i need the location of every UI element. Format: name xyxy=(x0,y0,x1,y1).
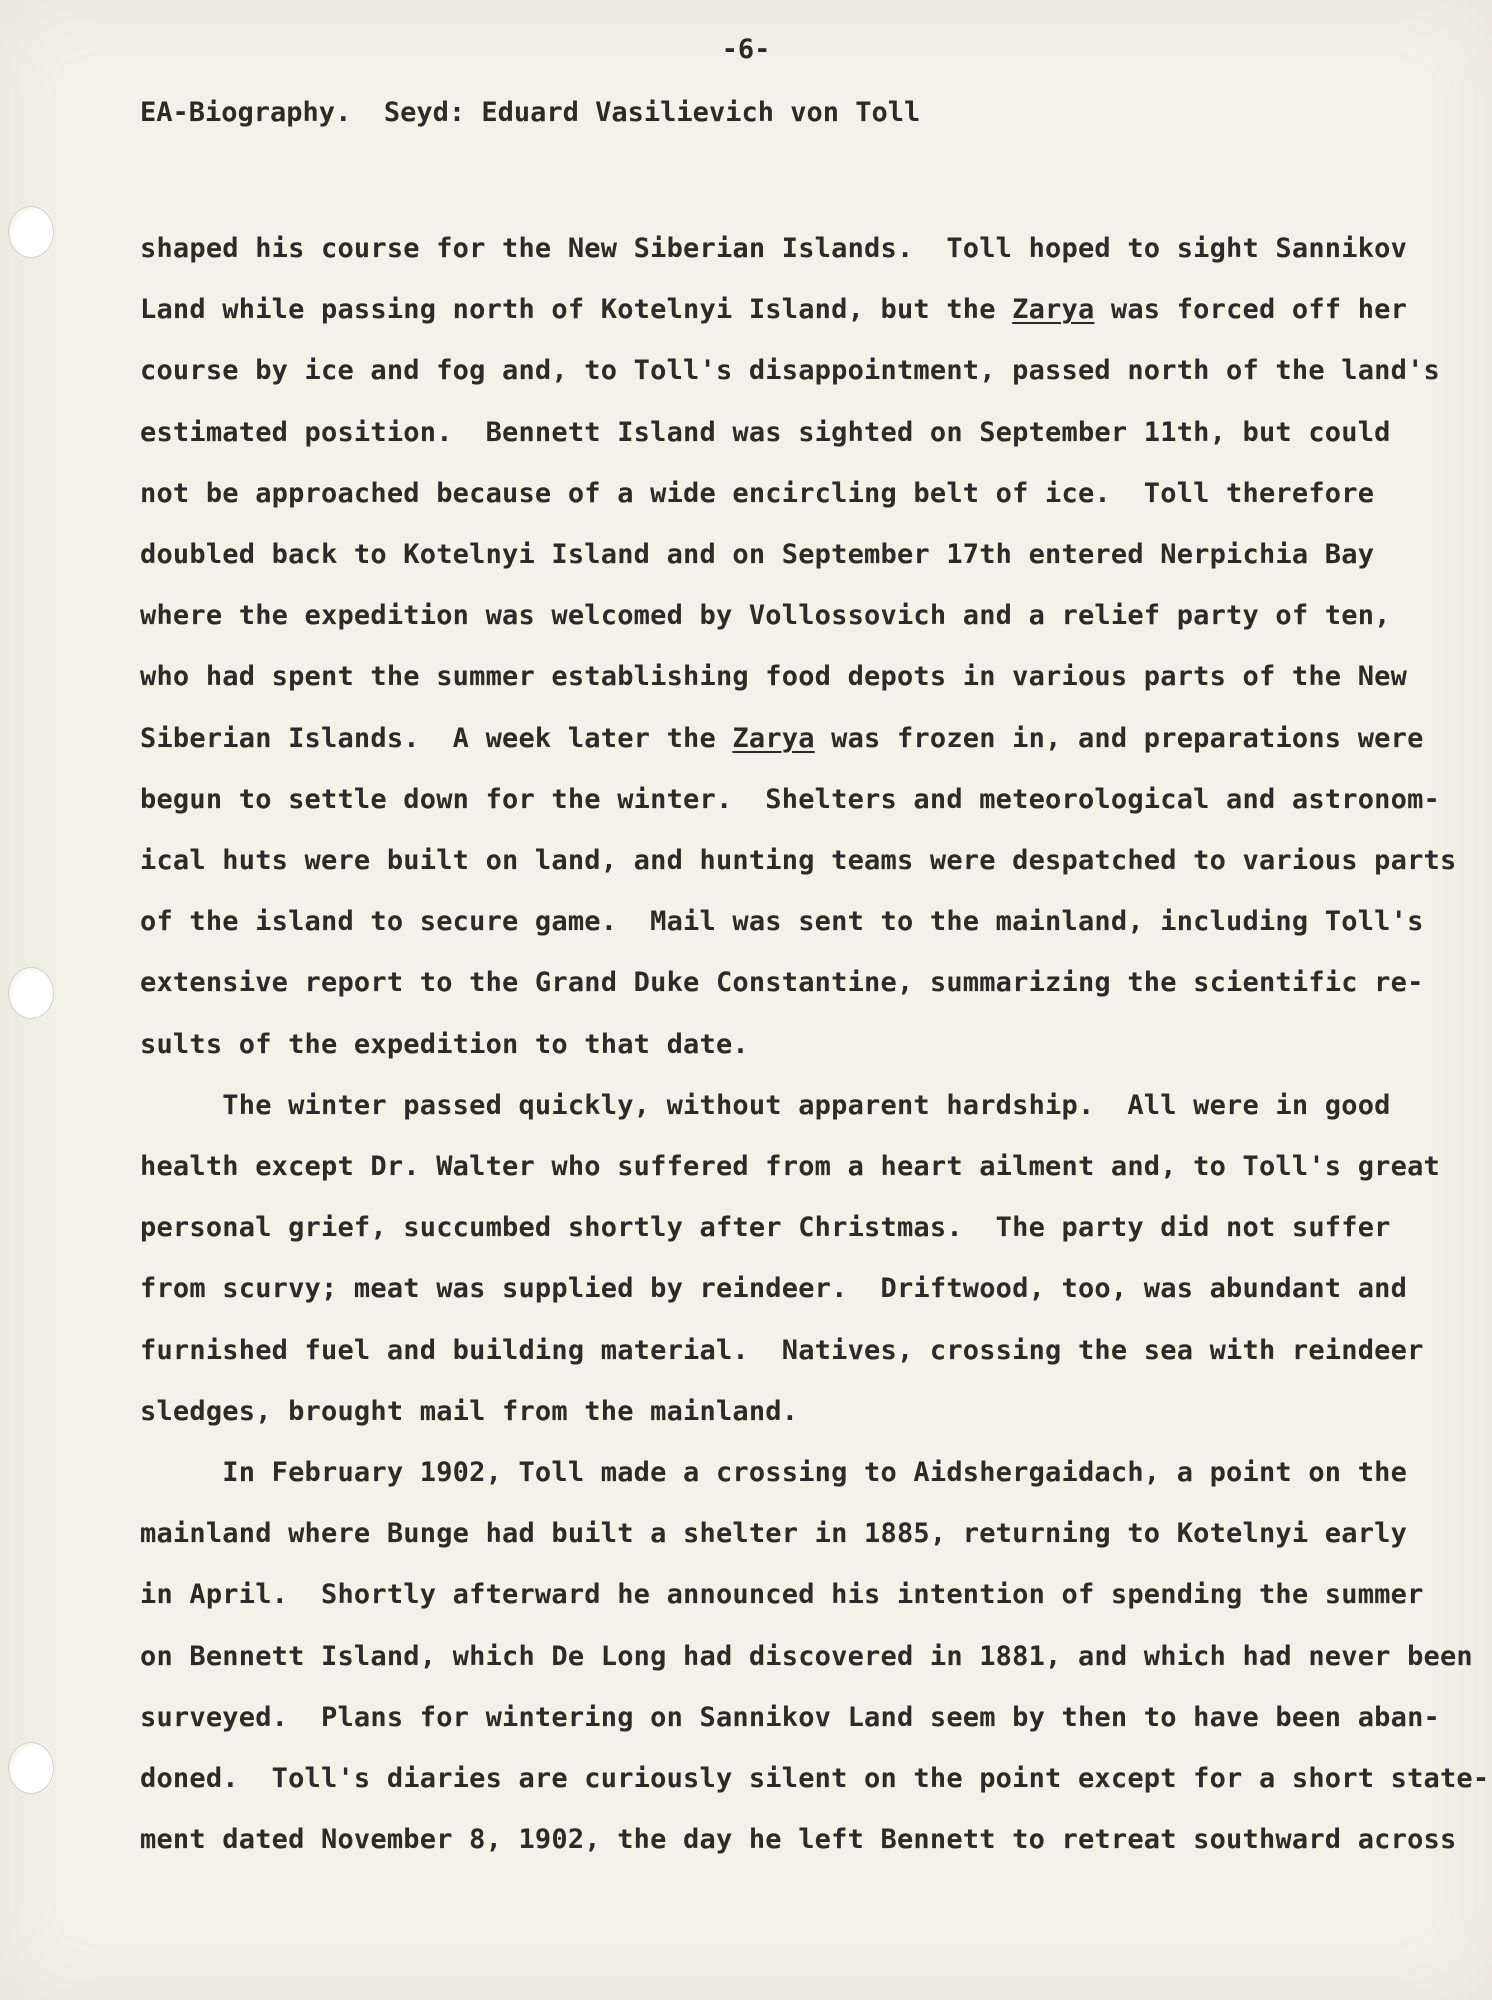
text-line xyxy=(140,402,1410,463)
text-line xyxy=(140,646,1410,707)
text-segment: where the expedition was welcomed by Vollossovich and a relief party of ten, xyxy=(140,600,1391,632)
punch-hole xyxy=(8,206,54,258)
text-segment: personal grief, succumbed shortly after Christmas. The party did not suffer xyxy=(140,1212,1391,1244)
text-line xyxy=(140,1503,1410,1564)
body-text xyxy=(140,218,1490,1870)
text-line xyxy=(140,1626,1473,1687)
text-segment: sledges, brought mail from the mainland. xyxy=(140,1395,799,1427)
text-segment: in April. Shortly afterward he announced his intention of spending the summer xyxy=(140,1579,1424,1611)
text-segment: shaped his course for the New Siberian Islands. Toll hoped to sight Sannikov xyxy=(140,233,1408,264)
text-line xyxy=(140,1014,1410,1075)
text-line xyxy=(140,524,1410,585)
text-segment: Siberian Islands. A week later the xyxy=(140,722,733,754)
text-line xyxy=(140,1381,1410,1442)
text-segment: health except Dr. Walter who suffered from a heart ailment and, to Toll's great xyxy=(140,1151,1440,1183)
text-line xyxy=(140,952,1424,1013)
text-segment: surveyed. Plans for wintering on Sannikov Land seem by then to have been aban- xyxy=(140,1701,1440,1733)
text-line xyxy=(140,891,1424,952)
punch-hole xyxy=(8,1742,54,1794)
document-header: EA-Biography. Seyd: Eduard Vasilievich von Toll xyxy=(140,97,921,128)
text-segment: from scurvy; meat was supplied by reindeer. Driftwood, too, was abundant and xyxy=(140,1273,1408,1305)
text-segment: mainland where Bunge had built a shelter in 1885, returning to Kotelnyi early xyxy=(140,1518,1408,1550)
text-line xyxy=(140,1748,1490,1809)
text-segment: was forced off her xyxy=(1094,294,1408,326)
underlined-ship-name: Zarya xyxy=(732,722,815,754)
text-line xyxy=(140,1136,1440,1197)
text-segment: was frozen in, and preparations were xyxy=(814,722,1424,754)
text-line xyxy=(140,1809,1457,1870)
text-segment: of the island to secure game. Mail was sent to the mainland, including Toll's xyxy=(140,906,1424,938)
text-line xyxy=(140,585,1410,646)
text-line xyxy=(140,1687,1440,1748)
text-segment: sults of the expedition to that date. xyxy=(140,1028,749,1060)
text-line xyxy=(140,340,1440,401)
text-segment: furnished fuel and building material. Natives, crossing the sea with reindeer xyxy=(140,1334,1424,1366)
text-segment: who had spent the summer establishing food depots in various parts of the New xyxy=(140,661,1408,693)
text-segment: In February 1902, Toll made a crossing to Aidshergaidach, a point on the xyxy=(140,1457,1408,1489)
text-line xyxy=(140,463,1410,524)
text-segment: not be approached because of a wide encircling belt of ice. Toll therefore xyxy=(140,477,1375,509)
text-line xyxy=(140,1197,1410,1258)
text-segment: ical huts were built on land, and hunting teams were despatched to various parts xyxy=(140,845,1457,877)
punch-hole xyxy=(8,967,54,1019)
text-segment: The winter passed quickly, without apparent hardship. All were in good xyxy=(140,1089,1391,1121)
text-segment: begun to settle down for the winter. Shelters and meteorological and astronom- xyxy=(140,783,1440,815)
text-line xyxy=(140,279,1410,340)
text-segment: course by ice and fog and, to Toll's disappointment, passed north of the land's xyxy=(140,355,1440,387)
text-line xyxy=(140,218,1410,279)
text-line xyxy=(140,830,1457,891)
text-line xyxy=(140,708,1424,769)
text-segment: ment dated November 8, 1902, the day he left Bennett to retreat southward across xyxy=(140,1824,1457,1856)
text-line xyxy=(140,769,1440,830)
text-segment: doned. Toll's diaries are curiously silent on the point except for a short state- xyxy=(140,1763,1490,1795)
text-segment: extensive report to the Grand Duke Constantine, summarizing the scientific re- xyxy=(140,967,1424,999)
text-segment: estimated position. Bennett Island was sighted on September 11th, but could xyxy=(140,416,1391,448)
text-segment: Land while passing north of Kotelnyi Island, but the xyxy=(140,294,1013,326)
text-segment: on Bennett Island, which De Long had discovered in 1881, and which had never been xyxy=(140,1640,1473,1672)
text-line xyxy=(140,1258,1410,1319)
underlined-ship-name: Zarya xyxy=(1012,294,1095,326)
text-segment: doubled back to Kotelnyi Island and on September 17th entered Nerpichia Bay xyxy=(140,539,1375,571)
text-line xyxy=(140,1320,1424,1381)
text-line xyxy=(140,1564,1424,1625)
page-number: -6- xyxy=(721,34,771,65)
text-line xyxy=(140,1075,1410,1136)
text-line xyxy=(140,1442,1410,1503)
